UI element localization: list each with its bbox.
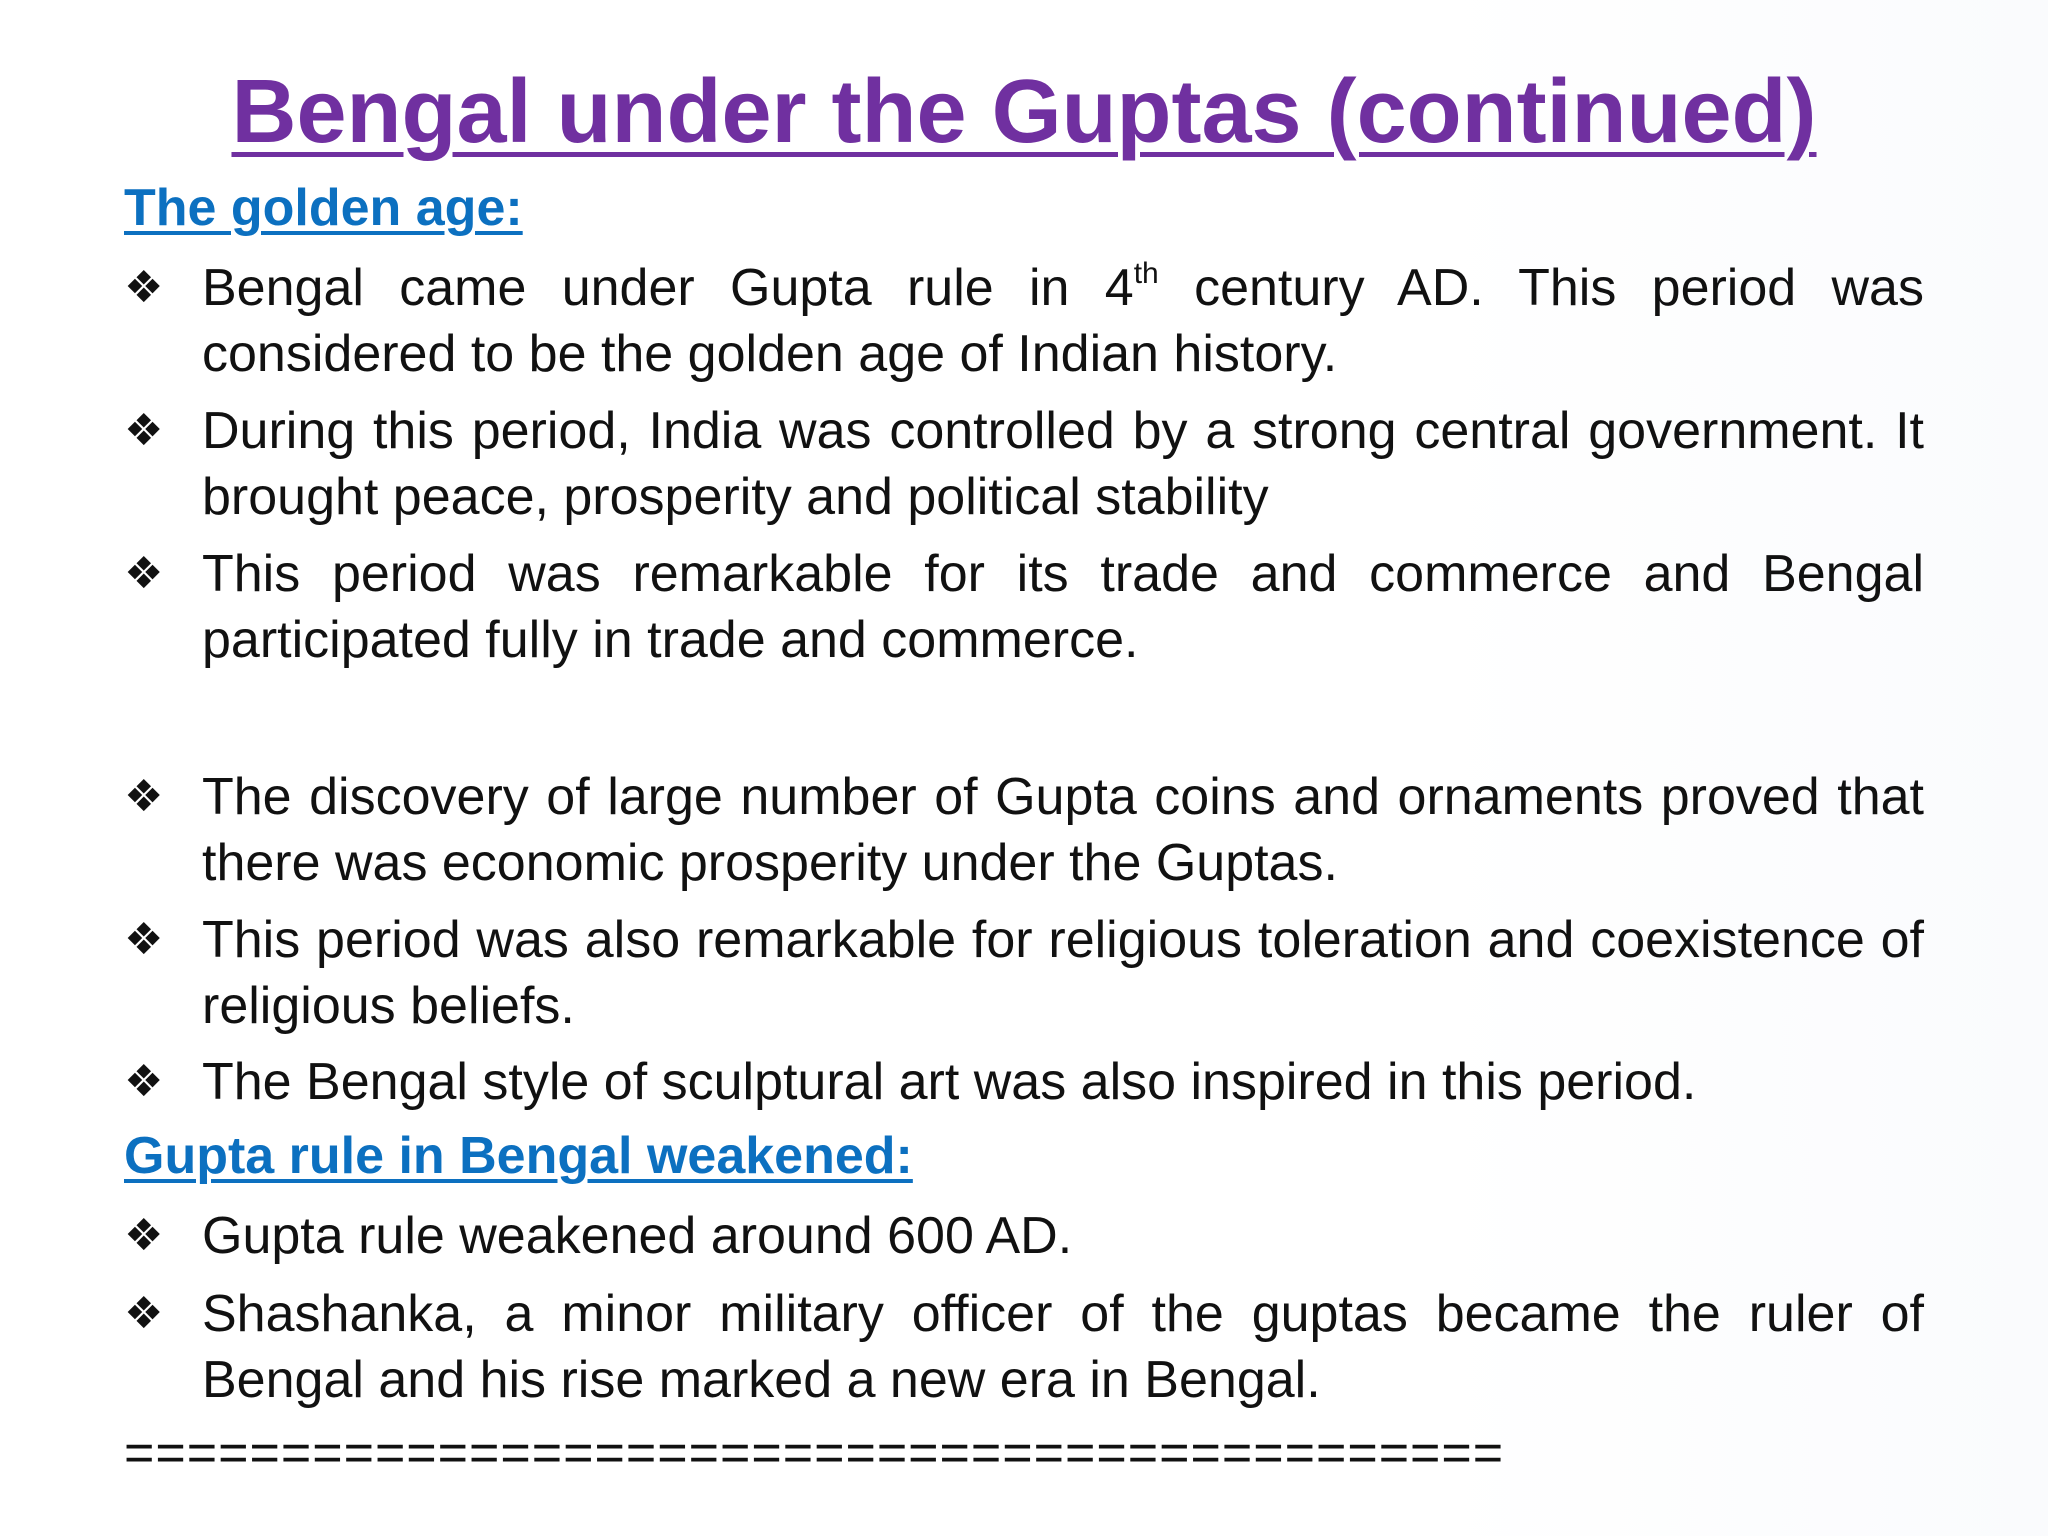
bullet-text: Gupta rule weakened around 600 AD. <box>202 1207 1073 1265</box>
bullet-marker-icon: ❖ <box>124 915 164 964</box>
section-heading-gupta-rule-weakened: Gupta rule in Bengal weakened: <box>124 1127 913 1185</box>
bullet-marker-icon: ❖ <box>124 772 164 821</box>
section-heading-golden-age: The golden age: <box>124 179 523 237</box>
superscript-ordinal: th <box>1133 257 1159 290</box>
bullet-text: Bengal came under Gupta rule in 4th century AD. This period was considered to be the golden age of Indian history. <box>202 257 1924 383</box>
bullet-text: The discovery of large number of Gupta coins and ornaments proved that there was economic prosperity under the Guptas. <box>202 768 1924 892</box>
bullet-marker-icon: ❖ <box>124 1057 164 1106</box>
bullet-marker-icon: ❖ <box>124 406 164 455</box>
bullet-text: During this period, India was controlled by a strong central government. It brought peace, prosperity and political stability <box>202 402 1924 526</box>
slide-title: Bengal under the Guptas (continued) <box>231 62 1817 162</box>
bullet-text: The Bengal style of sculptural art was also inspired in this period. <box>202 1053 1697 1111</box>
bullet-marker-icon: ❖ <box>124 263 164 312</box>
bullet-text: This period was also remarkable for religious toleration and coexistence of religious beliefs. <box>202 911 1924 1035</box>
bullet-text: Shashanka, a minor military officer of the guptas became the ruler of Bengal and his rise marked a new era in Bengal. <box>202 1285 1924 1409</box>
bullet-marker-icon: ❖ <box>124 1289 164 1338</box>
divider-line: ============================================ <box>124 1424 1505 1482</box>
bullet-marker-icon: ❖ <box>124 549 164 598</box>
bullet-marker-icon: ❖ <box>124 1211 164 1260</box>
bullet-text: This period was remarkable for its trade and commerce and Bengal participated fully in trade and commerce. <box>202 545 1924 669</box>
